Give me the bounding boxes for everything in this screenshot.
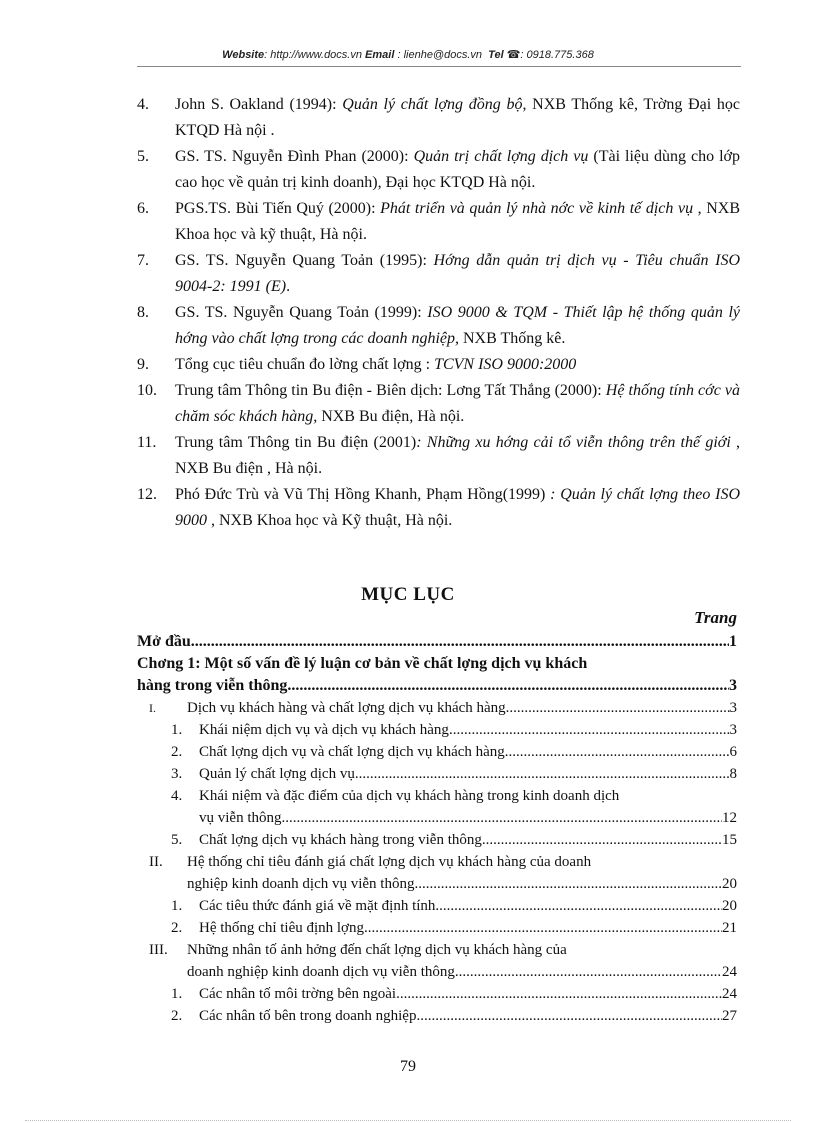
reference-item [137, 248, 740, 300]
reference-number: 11. [137, 434, 157, 451]
toc-page-label: Trang [694, 608, 737, 627]
reference-text: Tổng cục tiêu chuẩn đo lờng chất lợng : TCVN ISO 9000:2000 [175, 356, 577, 373]
reference-item [137, 92, 740, 144]
toc-entry-section-3-item: 1. Các nhân tố môi trờng bên ngoài ..... 24 [137, 983, 737, 1005]
website-value: : http://www.docs.vn [264, 49, 362, 61]
reference-text: GS. TS. Nguyễn Quang Toản (1999): ISO 9000 & TQM - Thiết lập hệ thống quản lý hớng vào chất lợng trong các doanh nghiệp, NXB Thống kê. [175, 304, 740, 347]
reference-number: 6. [137, 200, 149, 217]
toc-entry-section-1-item: 1. Khái niệm dịch vụ và dịch vụ khách hàng ..... 3 [137, 719, 737, 741]
tel-label: Tel [488, 49, 504, 61]
toc-entry-1-4: 4. Khái niệm và đặc điểm của dịch vụ khách hàng trong kinh doanh dịch vụ viễn thông ..... 12 [137, 785, 737, 829]
reference-number: 12. [137, 486, 157, 503]
reference-list [137, 92, 740, 534]
reference-text: John S. Oakland (1994): Quản lý chất lợng đồng bộ, NXB Thống kê, Trờng Đại học KTQD Hà nội . [175, 96, 741, 139]
toc-entry-mo-dau: Mở đầu ..... 1 [137, 631, 737, 653]
website-label: Website [222, 49, 265, 61]
page-number: 79 [400, 1058, 416, 1075]
toc-entry-section-1-item: 3. Quản lý chất lợng dịch vụ ..... 8 [137, 763, 737, 785]
reference-number: 7. [137, 252, 149, 269]
reference-item [137, 196, 740, 248]
toc-entry-section-3: III. Những nhân tố ảnh hởng đến chất lợng dịch vụ khách hàng của doanh nghiệp kinh doanh dịch vụ viễn thông ..... 24 [137, 939, 737, 983]
reference-text: Phó Đức Trù và Vũ Thị Hồng Khanh, Phạm Hồng(1999) : Quản lý chất lợng theo ISO 9000 , NXB Khoa học và Kỹ thuật, Hà nội. [175, 486, 741, 529]
reference-number: 8. [137, 304, 149, 321]
reference-text: PGS.TS. Bùi Tiến Quý (2000): Phát triển và quản lý nhà nớc về kinh tế dịch vụ , NXB Khoa học và kỹ thuật, Hà nội. [175, 200, 741, 243]
reference-item [137, 482, 740, 534]
reference-number: 9. [137, 356, 149, 373]
toc-entry-section-2-item: 2. Hệ thống chỉ tiêu định lợng ..... 21 [137, 917, 737, 939]
toc-entry-chapter-1: Chơng 1: Một số vấn đề lý luận cơ bản về chất lợng dịch vụ khách hàng trong viễn thông ..... 3 [137, 653, 737, 697]
footer-rule [25, 1120, 791, 1121]
reference-item [137, 300, 740, 352]
reference-text: Trung tâm Thông tin Bu điện - Biên dịch: Lơng Tất Thắng (2000): Hệ thống tính cớc và chăm sóc khách hàng, NXB Bu điện, Hà nội. [175, 382, 740, 425]
reference-number: 10. [137, 382, 157, 399]
table-of-contents [137, 631, 737, 1027]
reference-text: GS. TS. Nguyễn Đình Phan (2000): Quản trị chất lợng dịch vụ (Tài liệu dùng cho lớp cao học về quản trị kinh doanh), Đại học KTQD Hà nội. [175, 148, 741, 191]
reference-item [137, 352, 740, 378]
toc-title: MỤC LỤC [361, 584, 455, 605]
toc-entry-section-2-item: 1. Các tiêu thức đánh giá về mặt định tính ..... 20 [137, 895, 737, 917]
toc-entry-section-3-item: 2. Các nhân tố bên trong doanh nghiệp ..... 27 [137, 1005, 737, 1027]
toc-entry-1-5: 5. Chất lợng dịch vụ khách hàng trong viễn thông ..... 15 [137, 829, 737, 851]
reference-number: 5. [137, 148, 149, 165]
email-label: Email [365, 49, 395, 61]
toc-entry-section-1: I. Dịch vụ khách hàng và chất lợng dịch vụ khách hàng. ..... 3 [137, 697, 737, 719]
reference-item [137, 144, 740, 196]
email-value: : lienhe@docs.vn [394, 49, 483, 61]
reference-number: 4. [137, 96, 149, 113]
toc-entry-section-1-item: 2. Chất lợng dịch vụ và chất lợng dịch vụ khách hàng ..... 6 [137, 741, 737, 763]
page-header [0, 48, 816, 61]
reference-item [137, 378, 740, 430]
reference-text: GS. TS. Nguyễn Quang Toản (1995): Hớng dẫn quản trị dịch vụ - Tiêu chuẩn ISO 9004-2: 1991 (E). [175, 252, 741, 295]
phone-icon: ☎ [506, 49, 521, 61]
reference-item [137, 430, 740, 482]
reference-text: Trung tâm Thông tin Bu điện (2001): Những xu hớng cải tổ viễn thông trên thế giới , NXB Bu điện , Hà nội. [175, 434, 741, 477]
toc-entry-section-2: II. Hệ thống chỉ tiêu đánh giá chất lợng dịch vụ khách hàng của doanh nghiệp kinh doanh dịch vụ viễn thông ..... 20 [137, 851, 737, 895]
tel-value: : 0918.775.368 [520, 49, 594, 61]
header-rule [137, 66, 741, 67]
